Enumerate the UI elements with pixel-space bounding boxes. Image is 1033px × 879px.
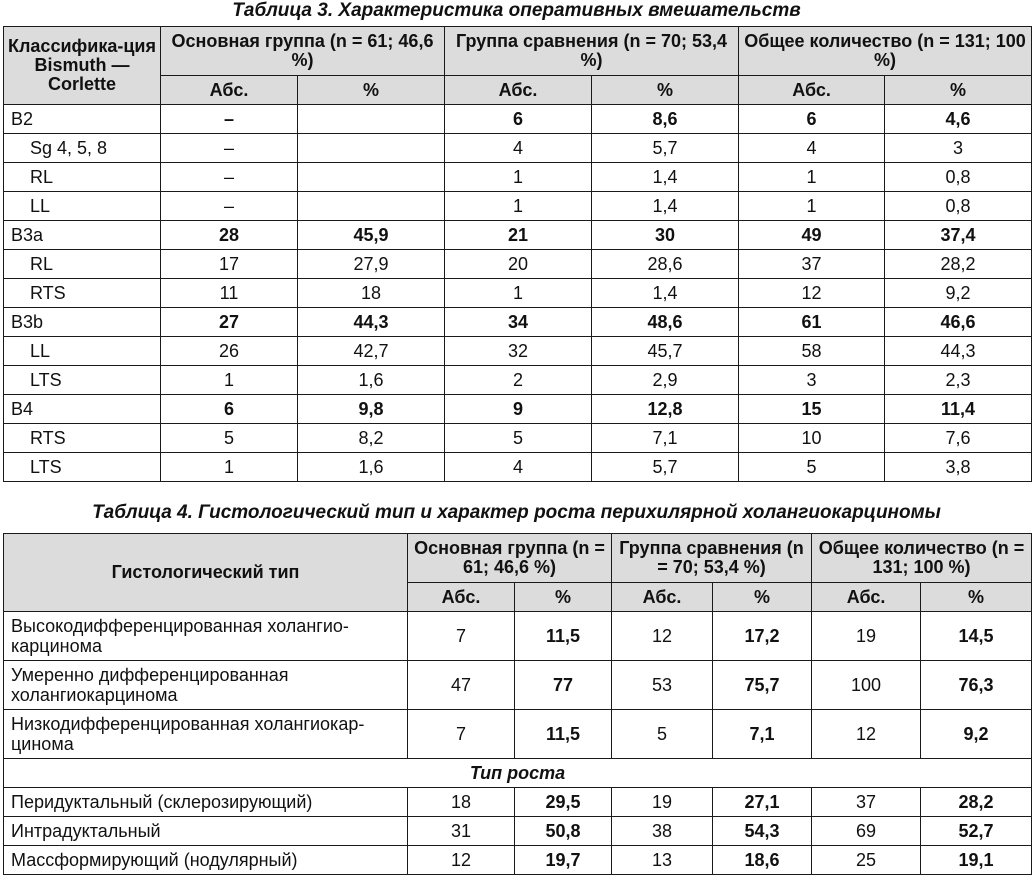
row-header: Гистологический тип bbox=[4, 534, 408, 612]
table3-caption: Таблица 3. Характеристика оперативных вмешательств bbox=[232, 0, 801, 21]
pct-value: 48,6 bbox=[592, 308, 739, 337]
abs-value: 31 bbox=[408, 817, 515, 846]
pct-value: 3 bbox=[885, 134, 1032, 163]
row-label: B4 bbox=[4, 395, 161, 424]
row-label: B3b bbox=[4, 308, 161, 337]
row-label: Интрадуктальный bbox=[4, 817, 408, 846]
pct-header: % bbox=[921, 583, 1032, 612]
pct-value bbox=[298, 192, 445, 221]
row-label: Умеренно дифференцированная холангиокарцинома bbox=[4, 661, 408, 710]
abs-value: – bbox=[161, 134, 298, 163]
abs-value: 5 bbox=[739, 453, 885, 482]
row-label: RL bbox=[4, 250, 161, 279]
abs-value: 6 bbox=[445, 105, 592, 134]
pct-value: 45,9 bbox=[298, 221, 445, 250]
abs-value: 38 bbox=[612, 817, 713, 846]
table-row bbox=[4, 105, 1032, 134]
pct-header: % bbox=[298, 76, 445, 105]
table4-histology bbox=[3, 533, 1032, 875]
pct-value: 44,3 bbox=[298, 308, 445, 337]
pct-value bbox=[298, 163, 445, 192]
pct-value: 28,2 bbox=[921, 788, 1032, 817]
row-label: Высокодифференцированная холангио-карцинома bbox=[4, 612, 408, 661]
abs-value: 1 bbox=[445, 192, 592, 221]
abs-value: 69 bbox=[812, 817, 921, 846]
pct-value: 29,5 bbox=[515, 788, 612, 817]
pct-value: 0,8 bbox=[885, 192, 1032, 221]
pct-value: 9,2 bbox=[921, 710, 1032, 759]
pct-value: 9,2 bbox=[885, 279, 1032, 308]
pct-header: % bbox=[713, 583, 812, 612]
abs-value: 4 bbox=[445, 453, 592, 482]
table-row bbox=[4, 710, 1032, 759]
abs-value: 12 bbox=[812, 710, 921, 759]
abs-value: 32 bbox=[445, 337, 592, 366]
table-row bbox=[4, 134, 1032, 163]
pct-value: 42,7 bbox=[298, 337, 445, 366]
abs-value: – bbox=[161, 105, 298, 134]
pct-header: % bbox=[515, 583, 612, 612]
abs-value: 5 bbox=[612, 710, 713, 759]
pct-header: % bbox=[592, 76, 739, 105]
abs-value: 49 bbox=[739, 221, 885, 250]
table-row bbox=[4, 279, 1032, 308]
abs-value: – bbox=[161, 163, 298, 192]
abs-header: Абс. bbox=[612, 583, 713, 612]
abs-value: 25 bbox=[812, 846, 921, 875]
pct-value: 27,1 bbox=[713, 788, 812, 817]
pct-value: 5,7 bbox=[592, 453, 739, 482]
pct-value: 45,7 bbox=[592, 337, 739, 366]
abs-value: 5 bbox=[161, 424, 298, 453]
abs-value: 1 bbox=[445, 163, 592, 192]
abs-value: 58 bbox=[739, 337, 885, 366]
table-row bbox=[4, 424, 1032, 453]
row-label: LTS bbox=[4, 453, 161, 482]
pct-value: 52,7 bbox=[921, 817, 1032, 846]
pct-value: 30 bbox=[592, 221, 739, 250]
row-label: Перидуктальный (склерозирующий) bbox=[4, 788, 408, 817]
row-label: LL bbox=[4, 192, 161, 221]
pct-value: 8,2 bbox=[298, 424, 445, 453]
abs-value: 61 bbox=[739, 308, 885, 337]
abs-value: 17 bbox=[161, 250, 298, 279]
pct-value: 7,1 bbox=[713, 710, 812, 759]
table-row bbox=[4, 192, 1032, 221]
group-header-main: Основная группа (n = 61; 46,6 %) bbox=[161, 27, 445, 76]
group-header-total: Общее количество (n = 131; 100 %) bbox=[812, 534, 1032, 583]
abs-value: 19 bbox=[812, 612, 921, 661]
abs-header: Абс. bbox=[739, 76, 885, 105]
abs-value: 47 bbox=[408, 661, 515, 710]
section-row bbox=[4, 759, 1032, 788]
pct-value bbox=[298, 134, 445, 163]
pct-value: 1,4 bbox=[592, 192, 739, 221]
abs-value: 6 bbox=[739, 105, 885, 134]
pct-value: 8,6 bbox=[592, 105, 739, 134]
abs-value: 3 bbox=[739, 366, 885, 395]
pct-value: 11,4 bbox=[885, 395, 1032, 424]
pct-value: 18,6 bbox=[713, 846, 812, 875]
row-label: Низкодифференцированная холангиокар-цинома bbox=[4, 710, 408, 759]
abs-value: 19 bbox=[612, 788, 713, 817]
abs-value: 28 bbox=[161, 221, 298, 250]
pct-value bbox=[298, 105, 445, 134]
abs-value: 1 bbox=[445, 279, 592, 308]
row-label: B3a bbox=[4, 221, 161, 250]
table-row bbox=[4, 788, 1032, 817]
table-row bbox=[4, 163, 1032, 192]
table-row bbox=[4, 308, 1032, 337]
row-label: LTS bbox=[4, 366, 161, 395]
abs-value: 6 bbox=[161, 395, 298, 424]
pct-value: 37,4 bbox=[885, 221, 1032, 250]
pct-value: 28,6 bbox=[592, 250, 739, 279]
row-label: RTS bbox=[4, 279, 161, 308]
abs-value: 1 bbox=[739, 192, 885, 221]
abs-value: 13 bbox=[612, 846, 713, 875]
table-row bbox=[4, 366, 1032, 395]
pct-value: 50,8 bbox=[515, 817, 612, 846]
pct-value: 3,8 bbox=[885, 453, 1032, 482]
abs-value: 34 bbox=[445, 308, 592, 337]
abs-value: 4 bbox=[739, 134, 885, 163]
abs-value: 20 bbox=[445, 250, 592, 279]
pct-value: 2,3 bbox=[885, 366, 1032, 395]
pct-value: 14,5 bbox=[921, 612, 1032, 661]
row-header: Классифика-ция Bismuth — Corlette bbox=[4, 27, 161, 105]
group-header-total: Общее количество (n = 131; 100 %) bbox=[739, 27, 1032, 76]
abs-header: Абс. bbox=[445, 76, 592, 105]
abs-header: Абс. bbox=[812, 583, 921, 612]
row-label: B2 bbox=[4, 105, 161, 134]
abs-value: 37 bbox=[812, 788, 921, 817]
table-row bbox=[4, 250, 1032, 279]
table-row bbox=[4, 221, 1032, 250]
pct-value: 76,3 bbox=[921, 661, 1032, 710]
pct-value: 11,5 bbox=[515, 612, 612, 661]
abs-value: 100 bbox=[812, 661, 921, 710]
pct-value: 46,6 bbox=[885, 308, 1032, 337]
abs-value: 2 bbox=[445, 366, 592, 395]
pct-value: 7,1 bbox=[592, 424, 739, 453]
pct-value: 28,2 bbox=[885, 250, 1032, 279]
table-row bbox=[4, 817, 1032, 846]
pct-value: 18 bbox=[298, 279, 445, 308]
row-label: Массформирующий (нодулярный) bbox=[4, 846, 408, 875]
table4-caption: Таблица 4. Гистологический тип и характер роста перихилярной холангиокарциномы bbox=[92, 502, 941, 523]
abs-value: 10 bbox=[739, 424, 885, 453]
abs-value: 5 bbox=[445, 424, 592, 453]
abs-value: 1 bbox=[739, 163, 885, 192]
abs-value: 4 bbox=[445, 134, 592, 163]
abs-value: 9 bbox=[445, 395, 592, 424]
row-label: LL bbox=[4, 337, 161, 366]
pct-value: 2,9 bbox=[592, 366, 739, 395]
pct-header: % bbox=[885, 76, 1032, 105]
pct-value: 4,6 bbox=[885, 105, 1032, 134]
pct-value: 1,4 bbox=[592, 163, 739, 192]
group-header-main: Основная группа (n = 61; 46,6 %) bbox=[408, 534, 612, 583]
table-row bbox=[4, 453, 1032, 482]
pct-value: 19,1 bbox=[921, 846, 1032, 875]
pct-value: 1,6 bbox=[298, 453, 445, 482]
abs-value: 21 bbox=[445, 221, 592, 250]
pct-value: 54,3 bbox=[713, 817, 812, 846]
abs-header: Абс. bbox=[408, 583, 515, 612]
abs-value: 11 bbox=[161, 279, 298, 308]
abs-value: 15 bbox=[739, 395, 885, 424]
table-row bbox=[4, 337, 1032, 366]
abs-value: – bbox=[161, 192, 298, 221]
pct-value: 7,6 bbox=[885, 424, 1032, 453]
pct-value: 0,8 bbox=[885, 163, 1032, 192]
table-row bbox=[4, 612, 1032, 661]
pct-value: 5,7 bbox=[592, 134, 739, 163]
table-row bbox=[4, 846, 1032, 875]
pct-value: 27,9 bbox=[298, 250, 445, 279]
abs-value: 26 bbox=[161, 337, 298, 366]
pct-value: 77 bbox=[515, 661, 612, 710]
abs-value: 53 bbox=[612, 661, 713, 710]
abs-value: 12 bbox=[739, 279, 885, 308]
table-row bbox=[4, 661, 1032, 710]
pct-value: 19,7 bbox=[515, 846, 612, 875]
abs-value: 7 bbox=[408, 710, 515, 759]
pct-value: 17,2 bbox=[713, 612, 812, 661]
pct-value: 1,4 bbox=[592, 279, 739, 308]
row-label: Sg 4, 5, 8 bbox=[4, 134, 161, 163]
row-label: RTS bbox=[4, 424, 161, 453]
abs-value: 12 bbox=[408, 846, 515, 875]
row-label: RL bbox=[4, 163, 161, 192]
pct-value: 11,5 bbox=[515, 710, 612, 759]
abs-value: 27 bbox=[161, 308, 298, 337]
pct-value: 75,7 bbox=[713, 661, 812, 710]
pct-value: 9,8 bbox=[298, 395, 445, 424]
section-label-growth-type: Тип роста bbox=[4, 759, 1032, 788]
abs-value: 1 bbox=[161, 453, 298, 482]
table3-surgical-interventions bbox=[3, 26, 1032, 482]
group-header-comparison: Группа сравнения (n = 70; 53,4 %) bbox=[445, 27, 739, 76]
group-header-comparison: Группа сравнения (n = 70; 53,4 %) bbox=[612, 534, 812, 583]
abs-value: 1 bbox=[161, 366, 298, 395]
abs-value: 37 bbox=[739, 250, 885, 279]
pct-value: 1,6 bbox=[298, 366, 445, 395]
pct-value: 44,3 bbox=[885, 337, 1032, 366]
table-row bbox=[4, 395, 1032, 424]
abs-header: Абс. bbox=[161, 76, 298, 105]
abs-value: 18 bbox=[408, 788, 515, 817]
pct-value: 12,8 bbox=[592, 395, 739, 424]
abs-value: 12 bbox=[612, 612, 713, 661]
abs-value: 7 bbox=[408, 612, 515, 661]
